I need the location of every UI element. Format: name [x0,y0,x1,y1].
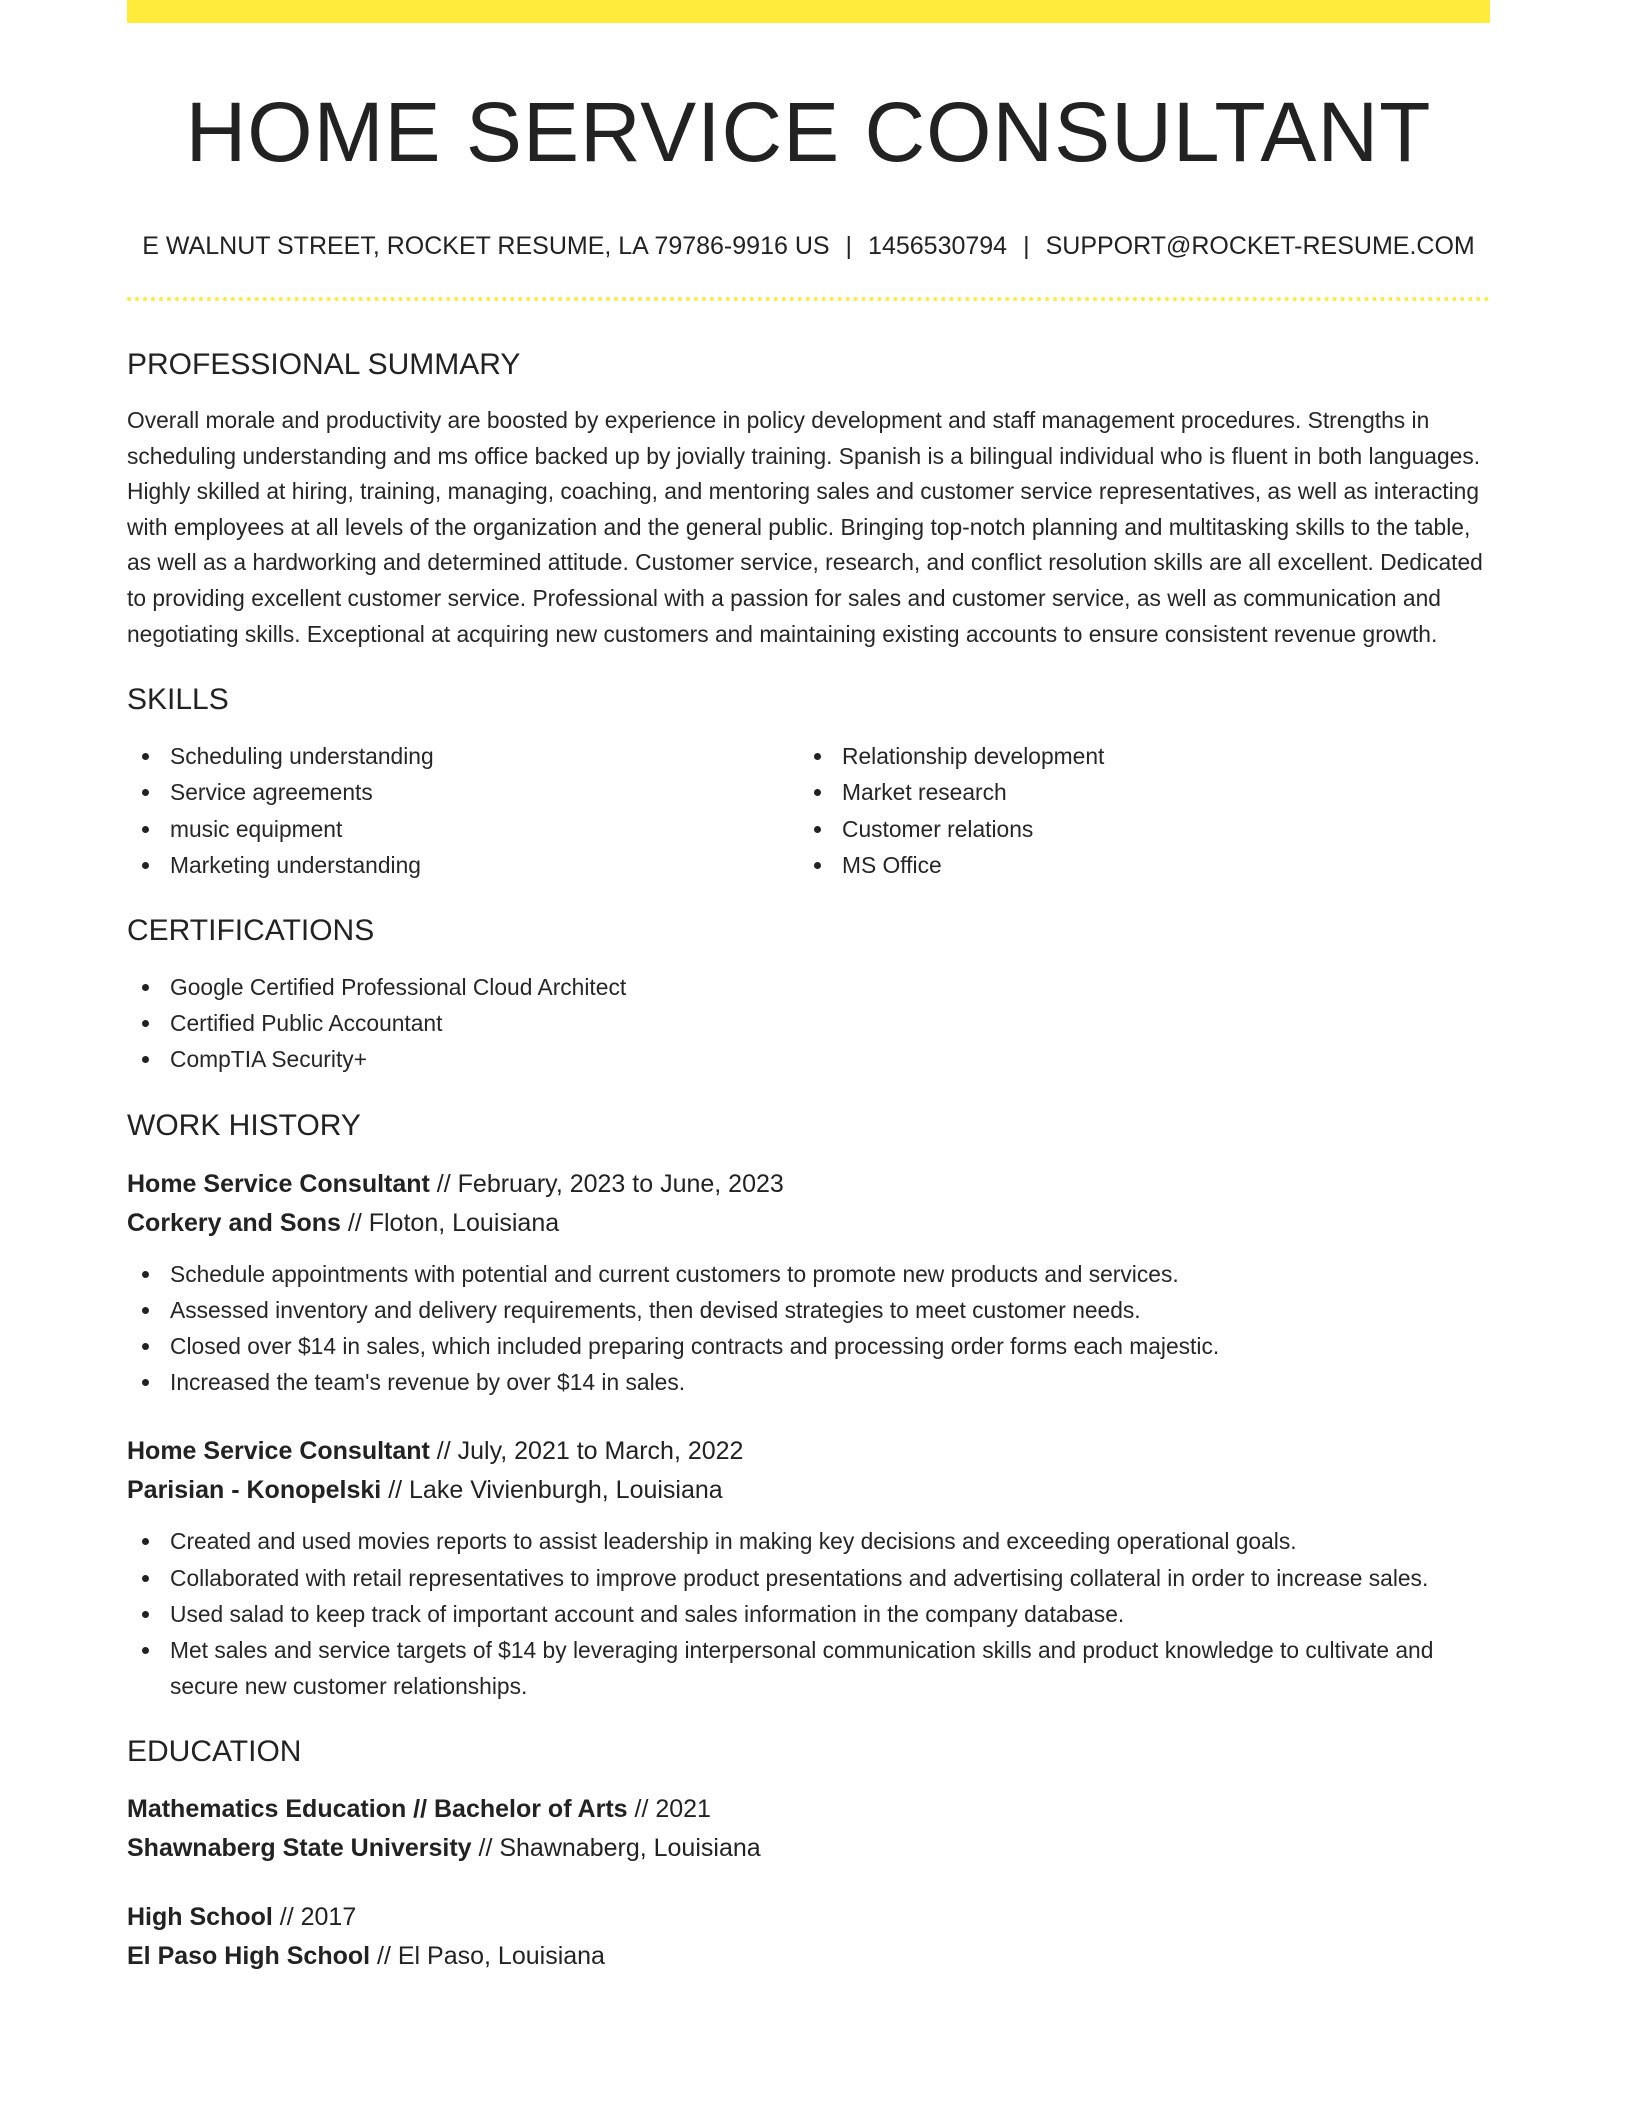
education-degree: Mathematics Education // Bachelor of Arts [127,1795,628,1824]
skill-item: Market research [799,774,1471,810]
certification-item: CompTIA Security+ [127,1041,1490,1077]
skills-list-left [127,738,799,883]
job-entry [127,1432,1490,1704]
skill-item: music equipment [127,811,799,847]
certifications-heading: CERTIFICATIONS [127,913,375,947]
job-location: // Floton, Louisiana [340,1208,560,1237]
skill-item: Service agreements [127,774,799,810]
job-company-line [127,1471,1490,1510]
education-school-line [127,1937,1490,1976]
dotted-divider [127,297,1490,301]
job-bullets [127,1523,1490,1704]
job-title: Home Service Consultant [127,1169,430,1198]
job-location: // Lake Vivienburgh, Louisiana [381,1476,723,1505]
skill-item: Customer relations [799,811,1471,847]
contact-line [127,230,1490,262]
certification-item: Certified Public Accountant [127,1005,1490,1041]
education-location: // Shawnaberg, Louisiana [471,1834,761,1863]
job-bullet: Closed over $14 in sales, which included preparing contracts and processing order forms each majestic. [127,1328,1490,1364]
job-title-line [127,1165,1490,1204]
contact-address: E WALNUT STREET, ROCKET RESUME, LA 79786-9916 US [142,232,830,260]
skill-item: Marketing understanding [127,847,799,883]
skill-item: Scheduling understanding [127,738,799,774]
education-entry [127,1898,1490,1976]
education-school: El Paso High School [127,1942,371,1971]
education-school-line [127,1829,1490,1868]
job-bullet: Used salad to keep track of important account and sales information in the company database. [127,1596,1490,1632]
education-entry [127,1790,1490,1868]
skill-item: Relationship development [799,738,1471,774]
skills-columns [127,738,1490,883]
skills-list-right [799,738,1471,883]
job-bullet: Met sales and service targets of $14 by leveraging interpersonal communication skills and product knowledge to cultivate and secure new customer relationships. [127,1632,1490,1704]
job-title-line [127,1432,1490,1471]
skills-heading: SKILLS [127,683,229,717]
education-year: // 2021 [627,1795,711,1824]
certifications-list [127,969,1490,1078]
job-title: Home Service Consultant [127,1437,430,1466]
resume-page [127,0,1490,1976]
job-bullet: Created and used movies reports to assist leadership in making key decisions and exceeding operational goals. [127,1523,1490,1559]
contact-separator: | [1023,232,1030,260]
job-bullet: Collaborated with retail representatives to improve product presentations and advertising collateral in order to increase sales. [127,1560,1490,1596]
skill-item: MS Office [799,847,1471,883]
contact-phone: 1456530794 [868,232,1008,260]
job-bullet: Increased the team's revenue by over $14 in sales. [127,1364,1490,1400]
job-company: Parisian - Konopelski [127,1476,382,1505]
resume-title: HOME SERVICE CONSULTANT [185,85,1432,179]
job-bullet: Schedule appointments with potential and current customers to promote new products and services. [127,1256,1490,1292]
job-bullets [127,1256,1490,1401]
education-degree-line [127,1790,1490,1829]
accent-top-bar [127,0,1490,23]
job-dates: // February, 2023 to June, 2023 [429,1169,784,1198]
certification-item: Google Certified Professional Cloud Architect [127,969,1490,1005]
education-location: // El Paso, Louisiana [370,1942,605,1971]
job-company-line [127,1204,1490,1243]
education-year: // 2017 [272,1903,357,1932]
education-degree: High School [127,1903,273,1932]
summary-heading: PROFESSIONAL SUMMARY [127,348,521,381]
job-dates: // July, 2021 to March, 2022 [429,1437,744,1466]
education-heading: EDUCATION [127,1735,302,1769]
job-company: Corkery and Sons [127,1208,341,1237]
contact-separator: | [845,232,853,260]
education-degree-line [127,1898,1490,1937]
job-entry [127,1165,1490,1401]
contact-email: SUPPORT@ROCKET-RESUME.COM [1045,232,1475,260]
summary-text: Overall morale and productivity are boosted by experience in policy development and staff management procedures. Strengths in scheduling understanding and ms office backed up by jovially training. Spanish is a bilingual individual who is fluent in both languages. Highly skilled at hiring, training, managing, coaching, and mentoring sales and customer service representatives, as well as interacting with employees at all levels of the organization and the general public. Bringing top-notch planning and multitasking skills to the table, as well as a hardworking and determined attitude. Customer service, research, and conflict resolution skills are all excellent. Dedicated to providing excellent customer service. Professional with a passion for sales and customer service, as well as communication and negotiating skills. Exceptional at acquiring new customers and maintaining existing accounts to ensure consistent revenue growth. [127,407,1483,647]
education-school: Shawnaberg State University [127,1834,472,1863]
work-history-heading: WORK HISTORY [127,1108,361,1142]
job-bullet: Assessed inventory and delivery requirements, then devised strategies to meet customer needs. [127,1292,1490,1328]
